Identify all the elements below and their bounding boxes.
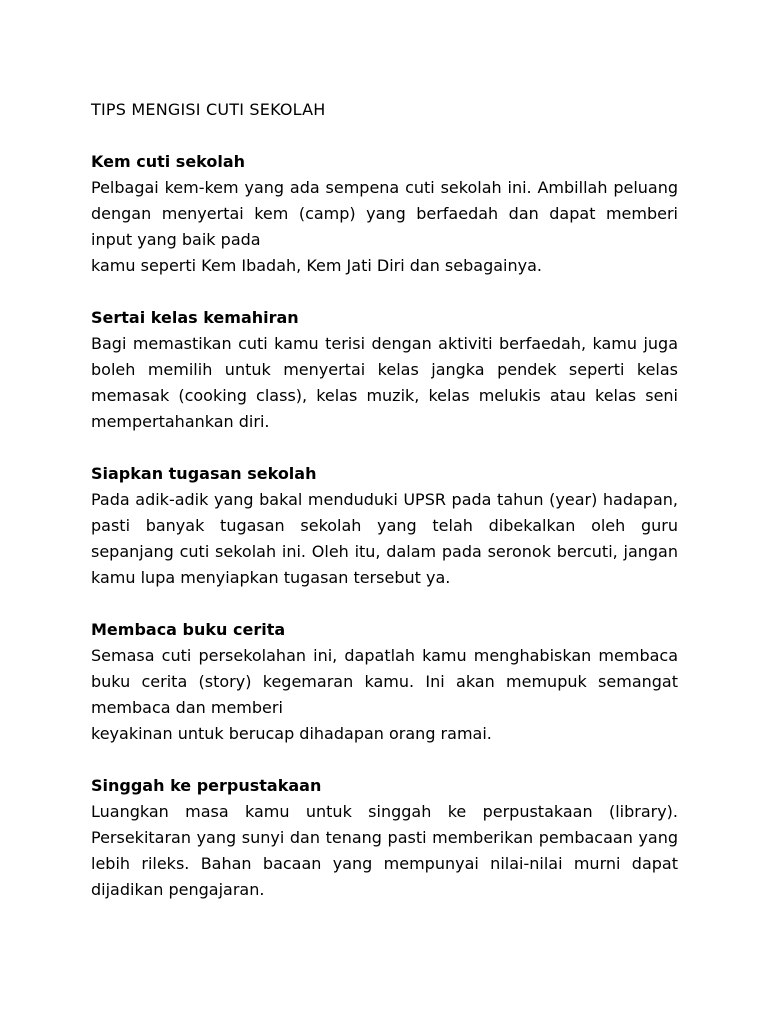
section-paragraph-tail: kamu seperti Kem Ibadah, Kem Jati Diri dan sebagainya.	[91, 256, 542, 275]
section-paragraph: Pelbagai kem-kem yang ada sempena cuti sekolah ini. Ambillah peluang dengan menyertai kem (camp) yang berfaedah dan dapat memberi input yang baik pada	[91, 178, 678, 249]
section-membaca-buku-cerita	[91, 617, 678, 747]
section-siapkan-tugasan-sekolah	[91, 461, 678, 591]
section-singgah-ke-perpustakaan	[91, 773, 678, 903]
section-paragraph: Pada adik-adik yang bakal menduduki UPSR pada tahun (year) hadapan, pasti banyak tugasan sekolah yang telah dibekalkan oleh guru sepanjang cuti sekolah ini. Oleh itu, dalam pada seronok bercuti, jangan kamu lupa menyiapkan tugasan tersebut ya.	[91, 490, 678, 587]
document-title: TIPS MENGISI CUTI SEKOLAH	[91, 100, 326, 119]
section-heading: Singgah ke perpustakaan	[91, 776, 322, 795]
document-page	[91, 97, 678, 929]
section-heading: Membaca buku cerita	[91, 620, 286, 639]
section-heading: Siapkan tugasan sekolah	[91, 464, 317, 483]
section-heading: Kem cuti sekolah	[91, 152, 246, 171]
section-heading: Sertai kelas kemahiran	[91, 308, 299, 327]
section-sertai-kelas-kemahiran	[91, 305, 678, 435]
section-paragraph-tail: keyakinan untuk berucap dihadapan orang ramai.	[91, 724, 492, 743]
section-paragraph: Bagi memastikan cuti kamu terisi dengan aktiviti berfaedah, kamu juga boleh memilih untuk menyertai kelas jangka pendek seperti kelas memasak (cooking class), kelas muzik, kelas melukis atau kelas seni mempertahankan diri.	[91, 334, 678, 431]
section-paragraph: Semasa cuti persekolahan ini, dapatlah kamu menghabiskan membaca buku cerita (story) kegemaran kamu. Ini akan memupuk semangat membaca dan memberi	[91, 646, 678, 717]
section-paragraph: Luangkan masa kamu untuk singgah ke perpustakaan (library). Persekitaran yang sunyi dan tenang pasti memberikan pembacaan yang lebih rileks. Bahan bacaan yang mempunyai nilai-nilai murni dapat dijadikan pengajaran.	[91, 802, 678, 899]
section-kem-cuti-sekolah	[91, 149, 678, 279]
